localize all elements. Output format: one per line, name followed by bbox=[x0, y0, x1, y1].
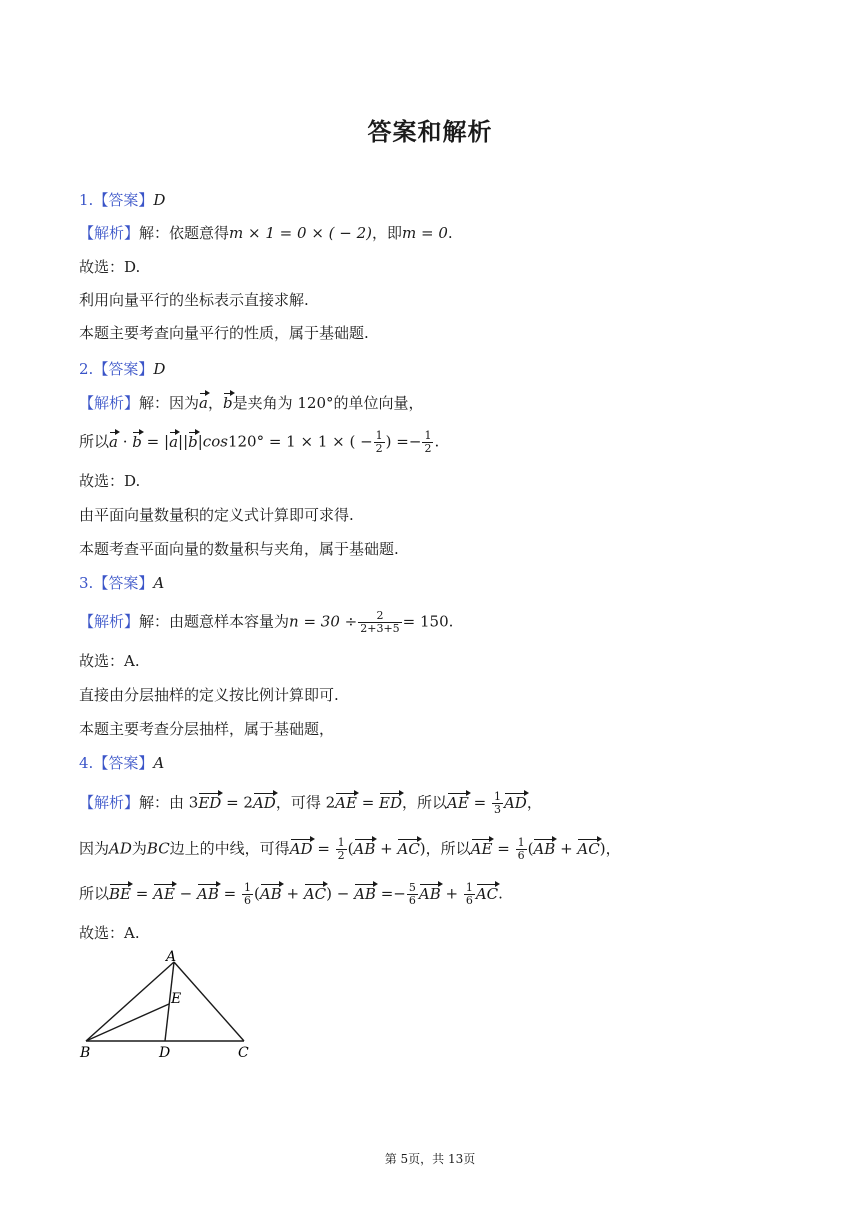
q2-choice: 故选：D. bbox=[79, 472, 141, 490]
vector-be: BE bbox=[109, 884, 131, 903]
q4-text: 所以 bbox=[79, 884, 110, 903]
frac-den: 6 bbox=[465, 894, 473, 907]
vector-ac: AC bbox=[303, 884, 327, 903]
q3-text: 解：由题意样本容量为 bbox=[139, 612, 290, 631]
vector-ab: AB bbox=[354, 884, 376, 903]
q4-math: − bbox=[174, 884, 198, 903]
label-e: E bbox=[171, 991, 182, 1007]
frac-den: 6 bbox=[243, 894, 251, 907]
q1-math: m = 0 bbox=[402, 224, 448, 242]
frac-den: 2 bbox=[424, 442, 432, 455]
q1-math: m × 1 = 0 × ( − 2) bbox=[229, 224, 373, 242]
q4-math: ) bbox=[419, 839, 426, 858]
q4-result-line bbox=[79, 882, 503, 907]
q3-answer-tag: 【答案】 bbox=[93, 574, 154, 592]
q1-answer-tag: 【答案】 bbox=[93, 191, 154, 209]
q4-text: 因为 bbox=[79, 839, 110, 858]
q3-number: 3. bbox=[79, 574, 94, 592]
q4-math: = 2 bbox=[221, 793, 253, 812]
frac-num: 1 bbox=[493, 790, 501, 803]
q4-math: ( bbox=[347, 839, 354, 858]
vector-ed: ED bbox=[198, 793, 222, 812]
q3-answer: A bbox=[153, 574, 165, 592]
vector-ae: AE bbox=[447, 793, 469, 812]
vector-ab: AB bbox=[197, 884, 219, 903]
q4-text: ， bbox=[526, 793, 542, 812]
vector-ab: AB bbox=[418, 884, 441, 903]
q2-text: 是夹角为 120°的单位向量， bbox=[232, 394, 424, 412]
frac-den: 3 bbox=[493, 803, 501, 816]
q4-math: = bbox=[492, 839, 515, 858]
frac-den: 6 bbox=[408, 894, 416, 907]
frac-den: 2+3+5 bbox=[360, 622, 400, 635]
q4-math: ) bbox=[599, 839, 606, 858]
q3-summary: 本题主要考查分层抽样，属于基础题， bbox=[79, 720, 335, 738]
q3-text: . bbox=[448, 612, 454, 631]
q4-text: 为 bbox=[131, 839, 147, 858]
q2-math: 120° = 1 × 1 × ( − bbox=[227, 432, 373, 451]
label-b: B bbox=[80, 1045, 91, 1061]
q4-choice: 故选：A. bbox=[79, 924, 140, 942]
q1-text: . bbox=[447, 224, 453, 242]
q4-math: = bbox=[356, 793, 380, 812]
vector-ae: AE bbox=[470, 839, 493, 858]
q1-number: 1. bbox=[79, 191, 94, 209]
q4-explanation-line bbox=[79, 791, 542, 816]
q4-answer-tag: 【答案】 bbox=[93, 754, 154, 772]
vector-ac: AC bbox=[397, 839, 420, 858]
side-ab bbox=[86, 962, 174, 1041]
q1-text: 解：依题意得 bbox=[139, 224, 230, 242]
side-ac bbox=[174, 962, 244, 1041]
vector-ab: AB bbox=[259, 884, 282, 903]
q2-math: || bbox=[178, 432, 189, 451]
fraction-sixth bbox=[464, 882, 475, 907]
frac-num: 2 bbox=[358, 610, 401, 623]
q4-math: + bbox=[440, 884, 463, 903]
vector-ed: ED bbox=[379, 793, 403, 812]
fraction bbox=[358, 610, 401, 635]
frac-num: 1 bbox=[375, 429, 383, 442]
triangle-figure bbox=[72, 948, 262, 1063]
fraction-third bbox=[492, 791, 503, 816]
q4-math: = bbox=[218, 884, 241, 903]
vector-ab: AB bbox=[533, 839, 556, 858]
q1-choice: 故选：D. bbox=[79, 258, 141, 276]
q1-text: ，即 bbox=[372, 224, 403, 242]
q3-method: 直接由分层抽样的定义按比例计算即可. bbox=[79, 686, 339, 704]
q2-math: = | bbox=[141, 432, 170, 451]
q2-expl-tag: 【解析】 bbox=[79, 394, 140, 412]
q1-expl-tag: 【解析】 bbox=[79, 224, 140, 242]
q2-text: . bbox=[434, 432, 440, 451]
q4-number: 4. bbox=[79, 754, 94, 772]
q4-math: BC bbox=[146, 839, 170, 858]
q4-text: . bbox=[498, 884, 503, 903]
vector-ad: AD bbox=[503, 793, 527, 812]
vector-ae: AE bbox=[335, 793, 357, 812]
fraction-sixth bbox=[242, 882, 253, 907]
q4-math: = bbox=[312, 839, 335, 858]
q2-text: 所以 bbox=[79, 432, 110, 451]
q4-text: 解：由 3 bbox=[139, 793, 199, 812]
q1-answer: D bbox=[153, 191, 166, 209]
q4-median-line bbox=[79, 837, 621, 862]
q4-math: ( bbox=[527, 839, 534, 858]
q2-text: 解：因为 bbox=[139, 394, 200, 412]
q2-math: · bbox=[117, 432, 133, 451]
fraction-half bbox=[422, 430, 433, 455]
q4-text: ，所以 bbox=[425, 839, 471, 858]
q3-answer-line bbox=[79, 572, 164, 594]
vector-ab: AB bbox=[353, 839, 376, 858]
fraction-sixth bbox=[516, 837, 527, 862]
vector-a: a bbox=[199, 394, 208, 412]
q4-math: AD bbox=[109, 839, 132, 858]
q4-answer-line bbox=[79, 752, 164, 774]
q1-method: 利用向量平行的坐标表示直接求解. bbox=[79, 291, 309, 309]
q2-math: | bbox=[197, 432, 203, 451]
label-a: A bbox=[166, 949, 177, 965]
frac-den: 2 bbox=[375, 442, 383, 455]
q2-math: cos bbox=[202, 432, 228, 451]
q2-math: ) =− bbox=[385, 432, 422, 451]
fraction-half bbox=[336, 837, 347, 862]
frac-num: 1 bbox=[243, 881, 251, 894]
vector-b: b bbox=[188, 432, 198, 451]
vector-b: b bbox=[132, 432, 142, 451]
q4-math: ( bbox=[253, 884, 260, 903]
q4-math: + bbox=[555, 839, 578, 858]
frac-num: 1 bbox=[517, 836, 525, 849]
q2-text: ， bbox=[207, 394, 223, 412]
frac-num: 1 bbox=[424, 429, 432, 442]
q4-text: 边上的中线，可得 bbox=[169, 839, 290, 858]
frac-num: 1 bbox=[337, 836, 345, 849]
frac-num: 5 bbox=[408, 881, 416, 894]
q2-method: 由平面向量数量积的定义式计算即可求得. bbox=[79, 506, 354, 524]
vector-ac: AC bbox=[577, 839, 600, 858]
segment-be bbox=[86, 1004, 169, 1041]
vector-ad: AD bbox=[289, 839, 313, 858]
q3-explanation-line bbox=[79, 610, 453, 635]
label-d: D bbox=[159, 1045, 171, 1061]
vector-ad: AD bbox=[252, 793, 276, 812]
q2-summary: 本题考查平面向量的数量积与夹角，属于基础题. bbox=[79, 540, 399, 558]
vector-a: a bbox=[169, 432, 179, 451]
q3-expl-tag: 【解析】 bbox=[79, 612, 140, 631]
q4-answer: A bbox=[153, 754, 165, 772]
page-title: 答案和解析 bbox=[367, 118, 493, 146]
frac-den: 6 bbox=[517, 849, 525, 862]
frac-den: 2 bbox=[337, 849, 345, 862]
q2-answer-line bbox=[79, 358, 165, 380]
q4-math: =− bbox=[375, 884, 406, 903]
q4-text: ，所以 bbox=[402, 793, 448, 812]
q4-text: ， bbox=[605, 839, 621, 858]
q4-expl-tag: 【解析】 bbox=[79, 793, 140, 812]
q4-math: ) − bbox=[326, 884, 355, 903]
q3-choice: 故选：A. bbox=[79, 652, 140, 670]
q3-math: = 150 bbox=[402, 612, 449, 631]
q1-summary: 本题主要考查向量平行的性质，属于基础题. bbox=[79, 324, 369, 342]
q4-text: ，可得 2 bbox=[275, 793, 336, 812]
q2-formula-line bbox=[79, 430, 439, 455]
q1-answer-line bbox=[79, 189, 165, 211]
vector-ac: AC bbox=[475, 884, 499, 903]
fraction-five-sixths bbox=[407, 882, 418, 907]
page-footer: 第 5页，共 13页 bbox=[384, 1152, 476, 1166]
q4-math: = bbox=[468, 793, 491, 812]
q4-math: + bbox=[281, 884, 304, 903]
frac-num: 1 bbox=[465, 881, 473, 894]
q2-answer-tag: 【答案】 bbox=[93, 360, 154, 378]
q1-explanation-line bbox=[79, 222, 453, 244]
q4-math: = bbox=[131, 884, 154, 903]
q2-number: 2. bbox=[79, 360, 94, 378]
q2-explanation-line bbox=[79, 392, 424, 414]
label-c: C bbox=[238, 1045, 249, 1061]
q2-answer: D bbox=[153, 360, 166, 378]
vector-a: a bbox=[109, 432, 118, 451]
q3-math: n = 30 ÷ bbox=[289, 612, 358, 631]
q4-math: + bbox=[375, 839, 398, 858]
vector-b: b bbox=[223, 394, 233, 412]
vector-ae: AE bbox=[153, 884, 175, 903]
fraction-half bbox=[374, 430, 385, 455]
